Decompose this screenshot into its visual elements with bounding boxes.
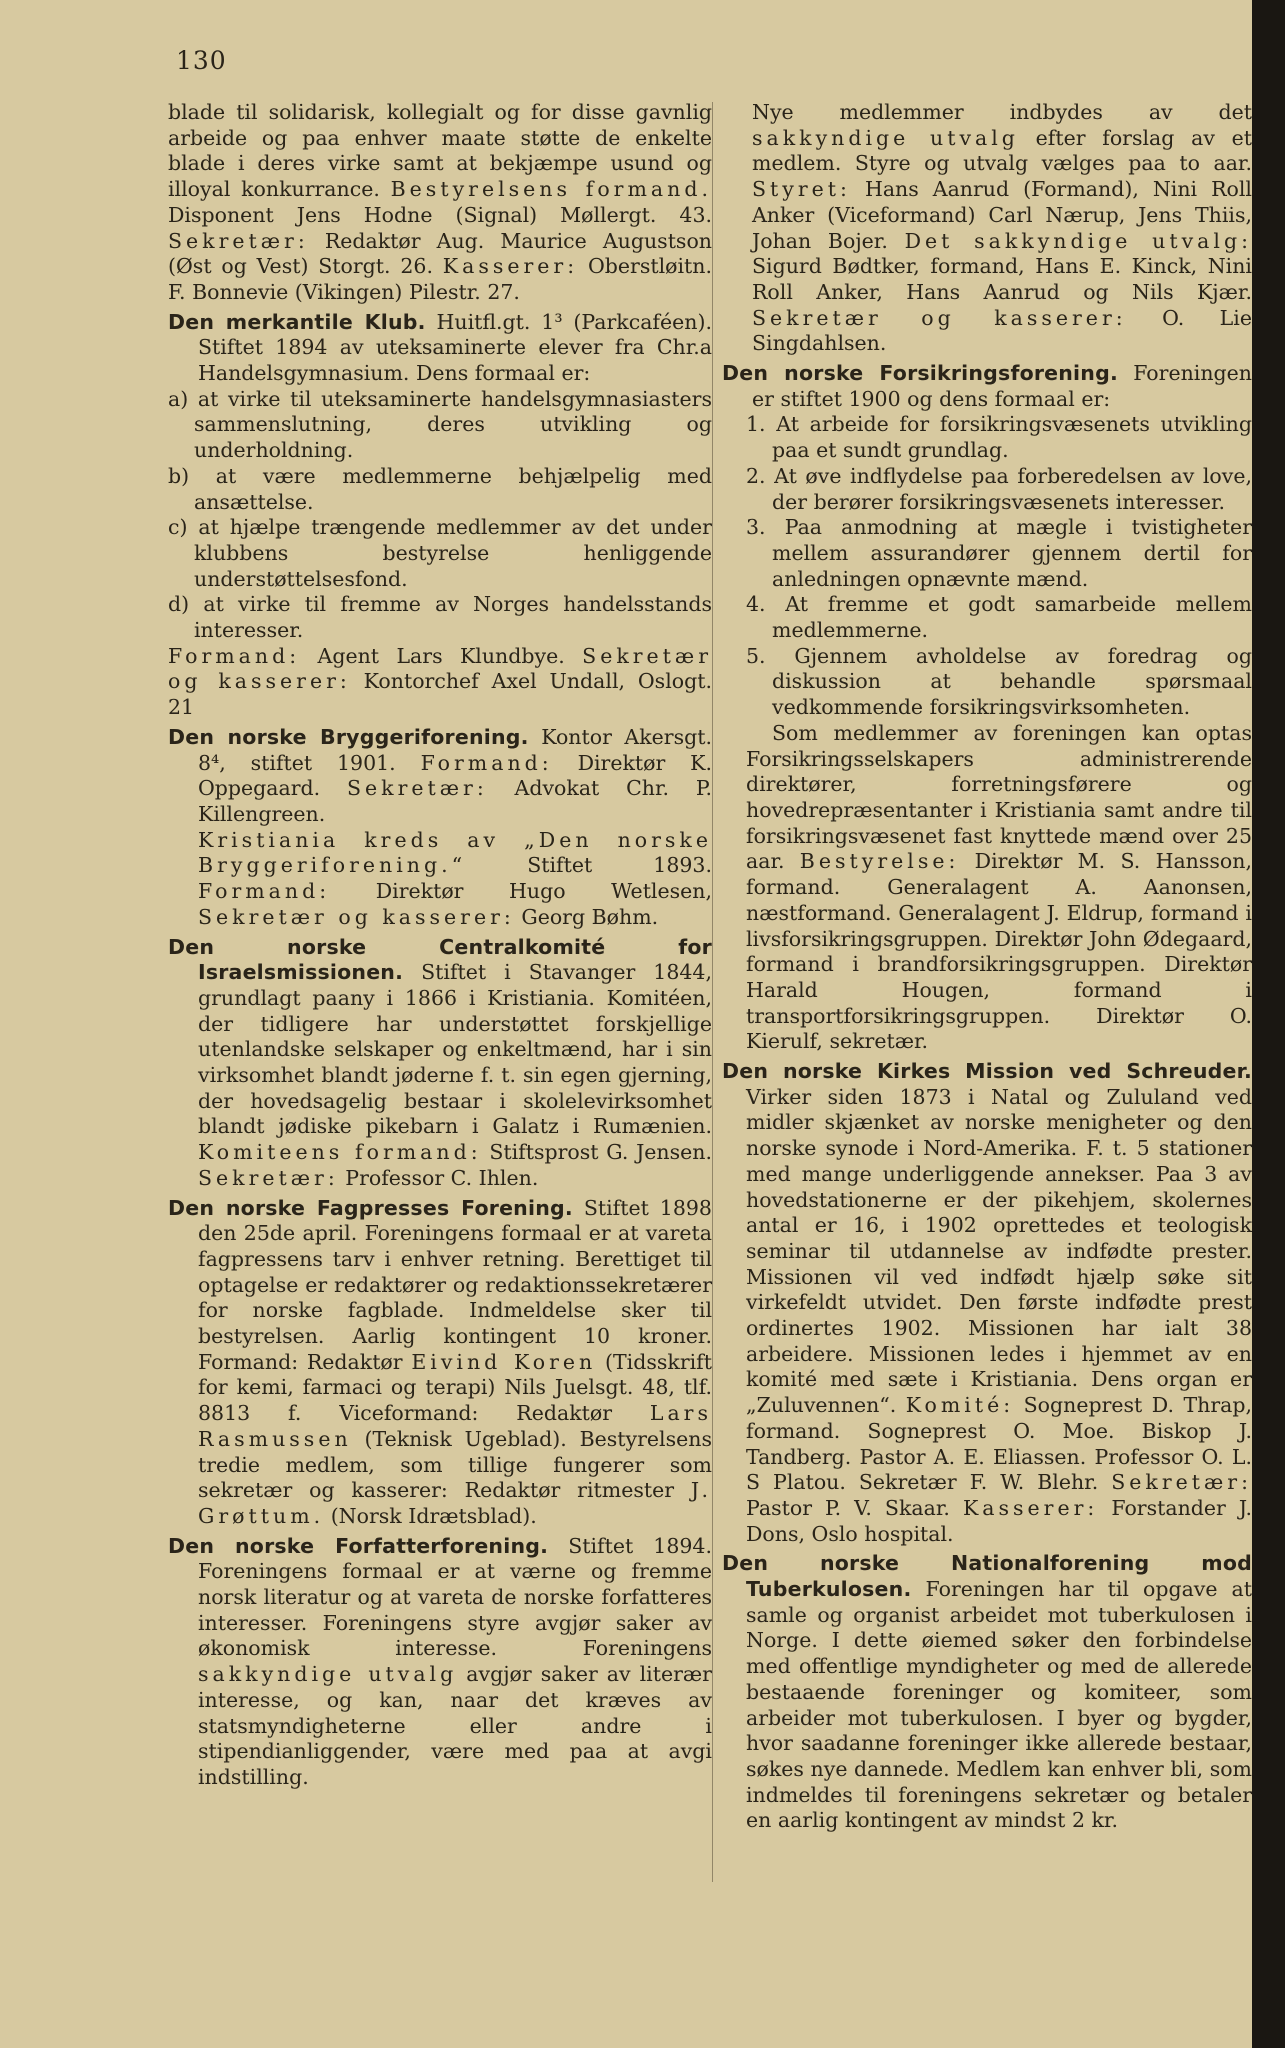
continued-entry [722,100,1252,357]
officer-text: Georg Bøhm. [521,904,659,929]
officer-label: Sekretær og kasserer: [198,904,515,929]
intro-officer-text: Oberstløitn. F. Bonnevie (Vikingen) Pilestr. 27. [168,254,712,304]
officer-label: Bestyrelse: [799,849,960,874]
entry-heading: Den merkantile Klub. [168,309,426,334]
list-item: b) at være medlemmerne behjælpelig med ansættelse. [168,463,712,514]
person-name: J. Grøttum. [198,1478,712,1528]
page-number: 130 [176,46,227,75]
entry-text: Hans Aanrud (Formand), Nini Roll Anker (Viceformand) Carl Nærup, Jens Thiis, Johan Bojer. [752,177,1252,253]
sub-heading: Kristiania kreds av „Den norske Bryggeriforening.“ [198,827,712,878]
officer-text: Agent Lars Klundbye. [317,643,565,668]
officer-text: Professor C. Ihlen. [345,1165,539,1190]
entry-text: Stiftet 1893. [527,853,712,878]
entry-heading: Den norske Forfatterforening. [168,1533,549,1558]
entry-text: Stiftet i Stavanger 1844, grundlagt paany i 1866 i Kristiania. Komitéen, der tidligere har understøttet forskjellige utenlandske selskaper og enkeltmænd, har i sin virksomhet blandt jøderne f. t. sin egen gjerning, der hovedsagelig bestaar i skolelevirksomhet blandt jødiske pikebarn i Galatz i Rumænien. [198,960,712,1139]
list-item: 2. At øve indflydelse paa forberedelsen av love, der berører forsikringsvæsenets interesser. [746,463,1252,514]
officer-label: Styret: [752,177,851,202]
entry-text: Stiftet 1898 den 25de april. Foreningens formaal er at vareta fagpressens tarv i enhver retning. Berettiget til optagelse er redaktører og redaktionssekretærer for norske fagblade. Indmeldelse sker til bestyrelsen. Aarlig kontingent 10 kroner. Formand: Redaktør [198,1195,712,1374]
officer-text: Sogneprest D. Thrap, formand. Sogneprest O. Moe. Biskop J. Tandberg. Pastor A. E. Eliassen. Professor O. L. S Platou. Sekretær F. W. Blehr. [746,1393,1252,1495]
entry-israelsmission [168,935,712,1192]
officer-label: Sekretær: [347,776,488,801]
intro-officer-label: Kasserer: [442,254,579,279]
entry-text: Kontor Akersgt. 8⁴, stiftet 1901. [198,724,712,775]
person-name: Lars Rasmussen [198,1401,712,1451]
entry-text: Nye medlemmer indbydes av det [752,100,1252,124]
entry-text: Som medlemmer av foreningen kan optas Forsikringsselskapers administrerende direktører, forretningsførere og hovedrepræsentanter i Kristiania samt andre til forsikringsvæsenet fast knyttede mænd over 25 aar. [746,720,1252,874]
entry-heading: Den norske Kirkes Mission ved Schreuder. [722,1059,1252,1084]
officer-text: Direktør K. Oppegaard. [198,750,712,801]
list-item: a) at virke til uteksaminerte handelsgymnasiasters sammenslutning, deres utvikling og underholdning. [168,386,712,463]
entry-heading: Den norske Nationalforening mod Tuberkulosen. [722,1551,1252,1602]
officer-text: Kontorchef Axel Undall, Oslogt. 21 [168,669,712,720]
officer-text: Pastor P. V. Skaar. [746,1495,950,1520]
entry-text: (Norsk Idrætsblad). [330,1503,537,1528]
officer-label: Sekretær og kasserer: [168,643,712,694]
officer-label: sakkyndige utvalg [752,125,1019,150]
list-item: 3. Paa anmodning at mægle i tvistigheter mellem assurandører gjennem dertil for anledningen opnævnte mænd. [746,515,1252,591]
entry-merkantile-klub [168,310,712,721]
entry-text: O. Lie Singdahlsen. [752,305,1252,356]
officer-label: sakkyndige utvalg [198,1662,458,1687]
officer-text: Advokat Chr. P. Killengreen. [198,776,712,826]
entry-forfatterforening [168,1534,712,1791]
entry-text: (Tidsskrift for kemi, farmaci og terapi) Nils Juelsgt. 48, tlf. 8813 f. Viceformand: Redaktør [198,1349,712,1426]
intro-officer-text: Disponent Jens Hodne (Signal) Møllergt. 43. [168,202,712,227]
entry-tuberkulose [722,1551,1252,1834]
officer-label: Sekretær: [1111,1470,1252,1495]
entry-text: Stiftet 1894. Foreningens formaal er at værne og fremme norsk literatur og at vareta de norske forfatteres interesser. Foreningens styre avgjør saker av økonomisk interesse. Foreningens [198,1533,712,1661]
officer-text: Stiftsprost G. Jensen. [489,1140,712,1165]
officer-text: Direktør Hugo Wetlesen, [375,879,712,904]
entry-fagpresse [168,1196,712,1530]
intro-officer-label: Bestyrelsens formand. [390,177,712,202]
intro-entry [168,100,712,306]
entry-text: Huitfl.gt. 1³ (Parkcaféen). Stiftet 1894 av uteksaminerte elever fra Chr.a Handelsgymnasium. Dens formaal er: [198,309,712,386]
entry-text: (Teknisk Ugeblad). Bestyrelsens tredie medlem, som tillige fungerer som sekretær og kasserer: Redaktør ritmester [198,1426,712,1503]
officer-label: Komiteens formand: [198,1140,482,1165]
intro-officer-label: Sekretær: [168,228,309,253]
entry-bryggeriforening [168,725,712,931]
person-name: Eivind Koren [411,1349,597,1374]
entry-heading: Den norske Centralkomité for Israelsmissionen. [168,934,712,985]
officer-label: Sekretær og kasserer: [752,305,1127,330]
entry-schreuder-mission [722,1059,1252,1547]
entry-heading: Den norske Forsikringsforening. [722,361,1118,386]
entry-text: efter forslag av et medlem. Styre og utvalg vælges paa to aar. [752,125,1252,176]
officer-text: Forstander J. Dons, Oslo hospital. [746,1495,1252,1546]
list-item: 4. At fremme et godt samarbeide mellem medlemmerne. [746,592,1252,643]
intro-officer-text: Redaktør Aug. Maurice Augustson (Øst og Vest) Storgt. 26. [168,228,712,279]
column-divider [712,102,713,1882]
entry-text: Foreningen har til opgave at samle og organist arbeidet mot tuberkulosen i Norge. I dette øiemed søker den forbindelse med offentlige myndigheter og med de allerede bestaaende foreninger og komiteer, som arbeider mot tuberkulosen. I byer og bygder, hvor saadanne foreninger ikke allerede bestaar, søkes nye dannede. Medlem kan enhver bli, som indmeldes til foreningens sekretær og betaler en aarlig kontingent av mindst 2 kr. [746,1577,1252,1833]
intro-text: blade til solidarisk, kollegialt og for disse gavnlig arbeide og paa enhver maate støtte de enkelte blade i deres virke samt at bekjæmpe usund og illoyal konkurrance. [168,100,712,202]
entry-text: avgjør saker av literær interesse, og kan, naar det kræves av statsmyndigheterne eller andre i stipendianliggender, være med paa at avgi indstilling. [198,1662,712,1789]
entry-forsikringsforening [722,361,1252,1055]
entry-text: Foreningen er stiftet 1900 og dens formaal er: [752,361,1252,411]
officer-label: Formand: [198,879,331,904]
list-item: 1. At arbeide for forsikringsvæsenets utvikling paa et sundt grundlag. [746,412,1252,463]
entry-heading: Den norske Bryggeriforening. [168,724,529,749]
entry-text: Virker siden 1873 i Natal og Zululand ved midler skjænket av norske menigheter og den norske synode i Nord-Amerika. F. t. 5 stationer med mange underliggende annekser. Paa 3 av hovedstationerne er der pikehjem, skolernes antal er 16, i 1902 oprettedes et teologisk seminar til utdannelse av indfødte prester. Missionen vil ved indfødt hjælp søke sit virkefeldt utvidet. Den første indfødte prest ordinertes 1902. Missionen har ialt 38 arbeidere. Missionen ledes i hjemmet av en komité med sæte i Kristiania. Dens organ er „Zuluvennen“. [746,1084,1252,1418]
officer-text: Direktør M. S. Hansson, formand. Generalagent A. Aanonsen, næstformand. Generalagent J. Eldrup, formand i livsforsikringsgruppen. Direktør John Ødegaard, formand i brandforsikringsgruppen. Direktør Harald Hougen, formand i transportforsikringsgruppen. Direktør O. Kierulf, sekretær. [746,849,1252,1054]
officer-label: Komité: [905,1393,1015,1418]
entry-text: Sigurd Bødtker, formand, Hans E. Kinck, Nini Roll Anker, Hans Aanrud og Nils Kjær. [752,254,1252,304]
officer-label: Formand: [420,750,553,775]
left-column [168,100,712,1791]
list-item: 5. Gjennem avholdelse av foredrag og diskussion at behandle spørsmaal vedkommende forsikringsvirksomheten. [746,643,1252,720]
officer-label: Sekretær: [198,1165,339,1190]
right-column [722,100,1252,1834]
list-item: c) at hjælpe trængende medlemmer av det under klubbens bestyrelse henliggende understøttelsesfond. [168,515,712,591]
entry-heading: Den norske Fagpresses Forening. [168,1195,573,1220]
officer-label: Kasserer: [962,1495,1099,1520]
officer-label: Formand: [168,643,301,668]
officer-label: Det sakkyndige utvalg: [904,228,1252,253]
list-item: d) at virke til fremme av Norges handelsstands interesser. [168,592,712,643]
